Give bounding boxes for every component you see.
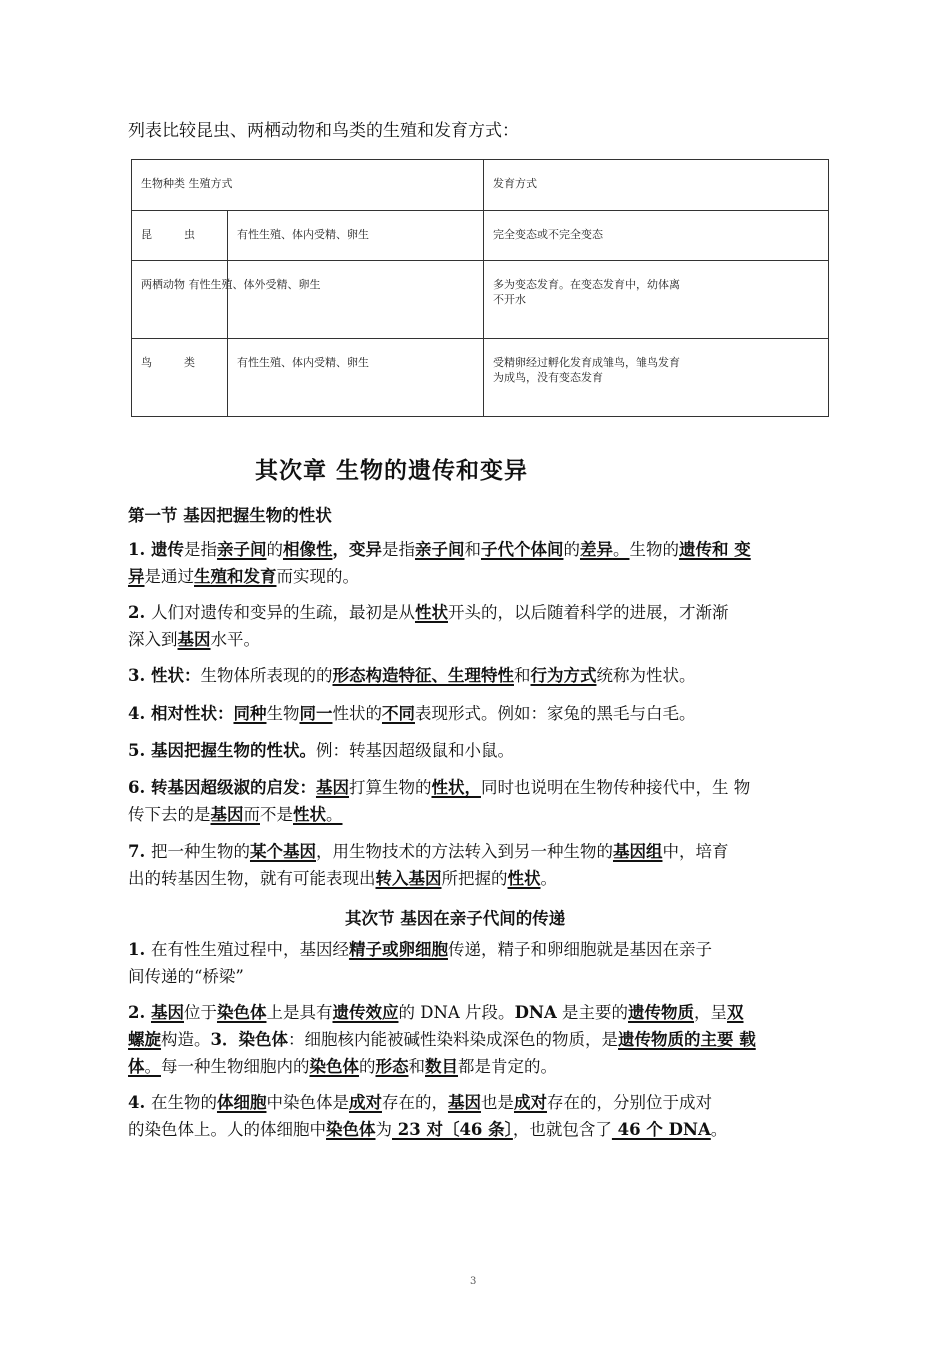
table-cell: 多为变态发育。在变态发育中，幼体离 不开水 [484,261,829,339]
table-row [132,261,829,339]
paragraph-s2-4: 4. 在生物的体细胞中染色体是成对存在的，基因也是成对存在的，分别位于成对 的染色体上。人的体细胞中染色体为 23 对〔46 条〕，也就包含了 46 个 DNA。 [128,1093,728,1139]
table-cell: 两栖动物 有性生殖、体外受精、卵生 [132,261,484,339]
paragraph-1: 1. 遗传是指亲子间的相像性，变异是指亲子间和子代个体间的差异。生物的遗传和 变 异是通过生殖和发育而实现的。 [128,540,751,586]
table-cell: 生物种类 生殖方式 [132,160,484,211]
table-cell: 昆 虫 [132,211,228,261]
paragraph-s2-2: 2. 基因位于染色体上是具有遗传效应的 DNA 片段。DNA 是主要的遗传物质，呈双 螺旋构造。3．染色体：细胞核内能被碱性染料染成深色的物质，是遗传物质的主要 载 体。每一种生物细胞内的染色体的形态和数目都是肯定的。 [128,1003,756,1076]
chapter-title: 其次章 生物的遗传和变异 [255,457,529,484]
paragraph-4: 4. 相对性状：同种生物同一性状的不同表现形式。例如：家兔的黑毛与白毛。 [128,704,696,723]
table-row [132,160,829,211]
table-row [132,211,829,261]
paragraph-6: 6. 转基因超级淑的启发：基因打算生物的性状，同时也说明在生物传种接代中，生 物 传下去的是基因而不是性状。 [128,778,751,824]
comparison-table [131,159,829,417]
table-cell: 完全变态或不完全变态 [484,211,829,261]
paragraph-s2-1: 1. 在有性生殖过程中，基因经精子或卵细胞传递，精子和卵细胞就是基因在亲子 间传递的“桥梁” [128,940,712,986]
table-row [132,339,829,417]
section-title: 其次节 基因在亲子代间的传递 [345,909,566,928]
table-cell: 发育方式 [484,160,829,211]
table-cell: 有性生殖、体内受精、卵生 [228,211,484,261]
page-number: 3 [470,1276,477,1287]
table-cell: 有性生殖、体内受精、卵生 [228,339,484,417]
intro-text: 列表比较昆虫、两栖动物和鸟类的生殖和发育方式： [128,121,519,141]
paragraph-7: 7. 把一种生物的某个基因，用生物技术的方法转入到另一种生物的基因组中，培育 出的转基因生物，就有可能表现出转入基因所把握的性状。 [128,842,729,888]
section-title: 第一节 基因把握生物的性状 [128,506,332,525]
paragraph-3: 3. 性状：生物体所表现的的形态构造特征、生理特性和行为方式统称为性状。 [128,666,696,685]
table-cell: 受精卵经过孵化发育成雏鸟，雏鸟发育 为成鸟，没有变态发育 [484,339,829,417]
paragraph-2: 2. 人们对遗传和变异的生疏，最初是从性状开头的，以后随着科学的进展，才渐渐 深入到基因水平。 [128,603,729,649]
paragraph-5: 5. 基因把握生物的性状。例：转基因超级鼠和小鼠。 [128,741,514,760]
table-cell: 鸟 类 [132,339,228,417]
